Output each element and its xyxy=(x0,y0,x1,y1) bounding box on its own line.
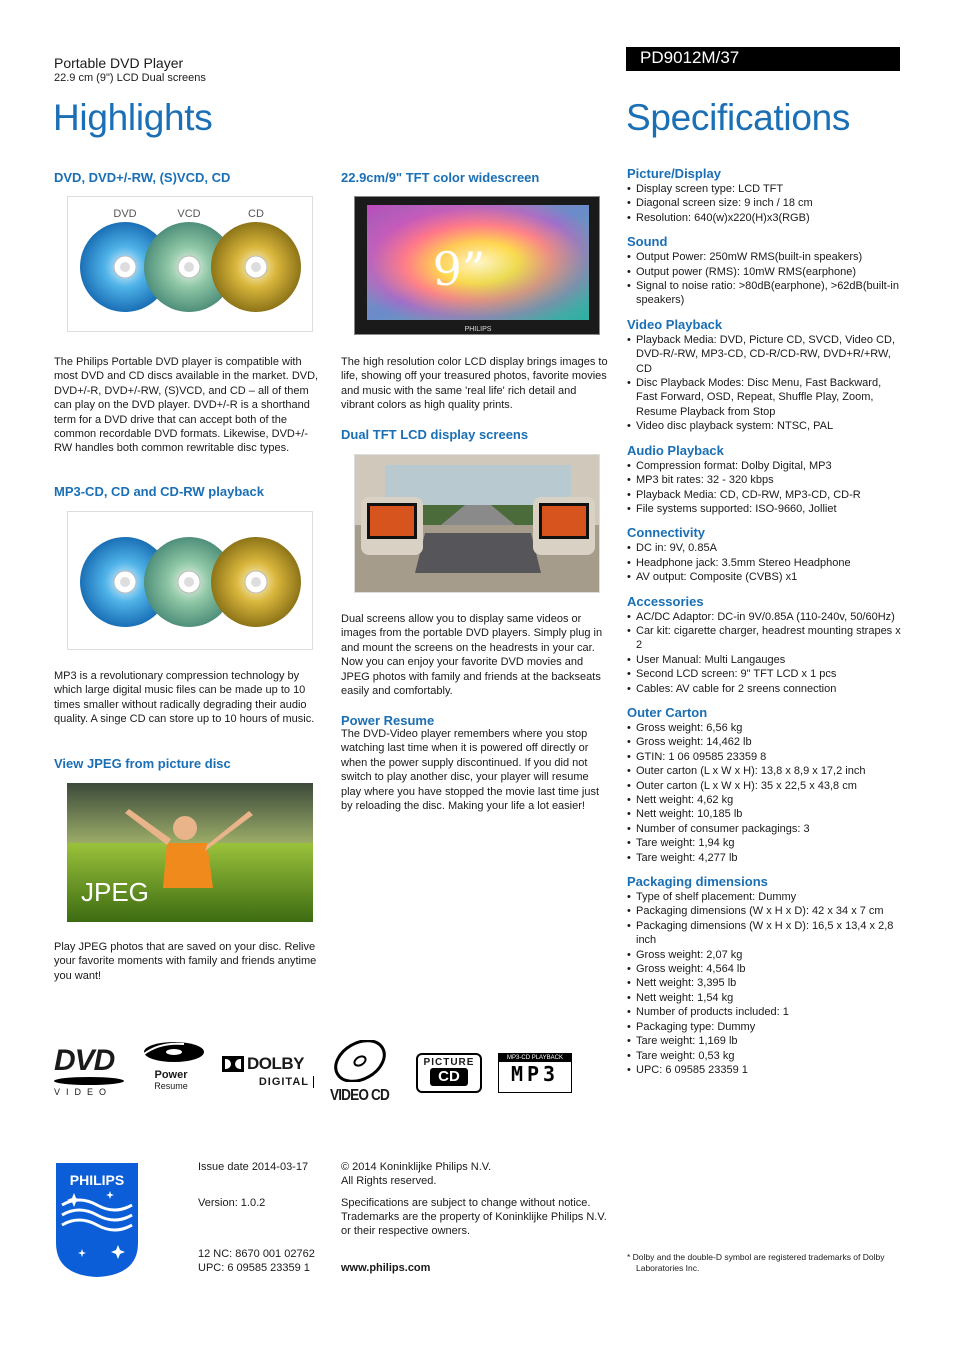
spec-item: • AC/DC Adaptor: DC-in 9V/0.85A (110-240v, 50/60Hz) xyxy=(627,610,902,624)
feature-title-power-resume: Power Resume xyxy=(341,713,435,728)
spec-section-title: Picture/Display xyxy=(627,166,721,181)
dvd-video-logo xyxy=(54,1046,126,1096)
feature-title-disc-compat: DVD, DVD+/-RW, (S)VCD, CD xyxy=(54,170,231,185)
spec-item: • Gross weight: 4,564 lb xyxy=(627,962,902,976)
spec-section-title: Sound xyxy=(627,234,668,250)
disc-label-dvd: DVD xyxy=(113,208,137,220)
screen-size-label: 9” xyxy=(432,242,486,296)
spec-section-list xyxy=(627,459,902,517)
discs-illustration xyxy=(68,197,313,332)
disc-label-vcd: VCD xyxy=(177,208,201,220)
product-name: Portable DVD Player xyxy=(54,55,184,71)
mp3-cd-playback-logo xyxy=(498,1053,572,1093)
spec-section-list xyxy=(627,610,902,696)
spec-item: • UPC: 6 09585 23359 1 xyxy=(627,1063,902,1077)
spec-item: • Packaging dimensions (W x H x D): 16,5 x 13,4 x 2,8 inch xyxy=(627,919,902,948)
spec-section-list xyxy=(627,333,902,434)
mp3-discs-illustration xyxy=(68,512,313,650)
disclaimer: Specifications are subject to change without notice. Trademarks are the property of Koninklijke Philips N.V. or their respective owners. xyxy=(341,1197,607,1238)
spec-item: • Cables: AV cable for 2 sreens connection xyxy=(627,682,902,696)
philips-shield-logo xyxy=(54,1161,140,1279)
spec-item: • Nett weight: 4,62 kg xyxy=(627,793,902,807)
feature-title-jpeg: View JPEG from picture disc xyxy=(54,756,231,771)
spec-item: • Type of shelf placement: Dummy xyxy=(627,890,902,904)
feature-title-widescreen: 22.9cm/9" TFT color widescreen xyxy=(341,170,540,185)
video-cd-disc-icon xyxy=(330,1040,390,1082)
spec-item: • Gross weight: 2,07 kg xyxy=(627,948,902,962)
spec-item: • Compression format: Dolby Digital, MP3 xyxy=(627,459,902,473)
twelve-nc: 12 NC: 8670 001 02762 xyxy=(198,1248,315,1260)
spec-item: • User Manual: Multi Langauges xyxy=(627,653,902,667)
resume-text: Resume xyxy=(154,1081,188,1091)
dolby-text: DOLBY xyxy=(247,1054,304,1073)
widescreen-image xyxy=(354,196,600,335)
discs-image xyxy=(67,196,313,332)
spec-item: • Playback Media: CD, CD-RW, MP3-CD, CD-R xyxy=(627,488,902,502)
spec-section-list xyxy=(627,721,902,865)
dual-screens-image xyxy=(354,454,600,593)
spec-item: • Car kit: cigarette charger, headrest mounting strapes x 2 xyxy=(627,624,902,653)
power-text: Power xyxy=(154,1069,188,1081)
spec-item: • Gross weight: 14,462 lb xyxy=(627,735,902,749)
footer-upc: UPC: 6 09585 23359 1 xyxy=(198,1262,310,1274)
spec-item: • File systems supported: ISO-9660, Jolliet xyxy=(627,502,902,516)
spec-item: • Tare weight: 1,94 kg xyxy=(627,836,902,850)
copyright-line-2: All Rights reserved. xyxy=(341,1175,437,1187)
spec-item: • AV output: Composite (CVBS) x1 xyxy=(627,570,902,584)
spec-item: • Output power (RMS): 10mW RMS(earphone) xyxy=(627,265,902,279)
feature-text-disc-compat: The Philips Portable DVD player is compatible with most DVD and CD discs available in the market. DVD, DVD+/-R, DVD+/-RW, (S)VCD, and CD – all of them can play on the DVD player. DVD+/-R is a shorthand term for a DVD drive that can accept both of the common recordable DVD formats. Likewise, DVD+/-RW handles both common rewritable disc types. xyxy=(54,356,319,455)
spec-item: • Tare weight: 1,169 lb xyxy=(627,1034,902,1048)
spec-section-title: Accessories xyxy=(627,593,704,609)
philips-brand-text: PHILIPS xyxy=(69,1172,125,1188)
philips-shield-icon xyxy=(54,1161,140,1279)
feature-text-jpeg: Play JPEG photos that are saved on your disc. Relive your favorite moments with family and friends anytime you want! xyxy=(54,941,317,982)
model-number: PD9012M/37 xyxy=(626,47,900,71)
spec-section-title: Video Playback xyxy=(627,316,723,332)
power-resume-logo xyxy=(140,1040,208,1090)
spec-section-title: Outer Carton xyxy=(627,704,708,720)
spec-section-title: Packaging dimensions xyxy=(627,874,768,890)
spec-item: • Nett weight: 10,185 lb xyxy=(627,807,902,821)
spec-section-list xyxy=(627,250,902,308)
spec-item: • GTIN: 1 06 09585 23359 8 xyxy=(627,750,902,764)
spec-item: • Disc Playback Modes: Disc Menu, Fast Backward, Fast Forward, OSD, Repeat, Shuffle Play, Zoom, Resume Playback from Stop xyxy=(627,376,902,419)
spec-item: • Nett weight: 1,54 kg xyxy=(627,991,902,1005)
spec-item: • DC in: 9V, 0.85A xyxy=(627,541,902,555)
spec-section-list xyxy=(627,890,902,1077)
feature-text-widescreen: The high resolution color LCD display brings images to life, showing off your treasured photos, favorite movies and music with the same 'real life' rich detail and vibrant colors as high quality prints. xyxy=(341,356,608,412)
dolby-digital-text: DIGITAL xyxy=(222,1076,314,1088)
spec-section-list xyxy=(627,182,902,225)
copyright-line-1: © 2014 Koninklijke Philips N.V. xyxy=(341,1161,492,1173)
spec-item: • Tare weight: 4,277 lb xyxy=(627,851,902,865)
spec-item: • Nett weight: 3,395 lb xyxy=(627,976,902,990)
dolby-digital-logo xyxy=(222,1054,314,1090)
spec-item: • Packaging dimensions (W x H x D): 42 x 34 x 7 cm xyxy=(627,904,902,918)
spec-section-list xyxy=(627,541,902,584)
jpeg-photo-illustration xyxy=(67,783,313,922)
screen-brand-label: PHILIPS xyxy=(464,326,492,333)
dvd-logo-disc-icon xyxy=(54,1077,124,1085)
spec-item: • Display screen type: LCD TFT xyxy=(627,182,902,196)
spec-item: • Number of products included: 1 xyxy=(627,1005,902,1019)
spec-item: • Video disc playback system: NTSC, PAL xyxy=(627,419,902,433)
feature-title-dual-screens: Dual TFT LCD display screens xyxy=(341,427,529,442)
spec-section-title: Audio Playback xyxy=(627,442,724,458)
specifications-list xyxy=(627,166,902,1077)
product-subtitle: 22.9 cm (9") LCD Dual screens xyxy=(54,72,206,84)
spec-item: • Output Power: 250mW RMS(built-in speakers) xyxy=(627,250,902,264)
specifications-title: Specifications xyxy=(626,97,851,138)
picture-text: PICTURE xyxy=(423,1057,475,1068)
mp3-playback-text: MP3-CD PLAYBACK xyxy=(499,1054,571,1062)
website-link[interactable]: www.philips.com xyxy=(341,1262,431,1274)
dolby-trademark-note: * Dolby and the double-D symbol are registered trademarks of Dolby Laboratories Inc. xyxy=(627,1252,885,1273)
picture-cd-logo xyxy=(416,1053,482,1093)
spec-item: • Outer carton (L x W x H): 13,8 x 8,9 x 17,2 inch xyxy=(627,764,902,778)
feature-title-mp3: MP3-CD, CD and CD-RW playback xyxy=(54,484,264,499)
spec-item: • Diagonal screen size: 9 inch / 18 cm xyxy=(627,196,902,210)
jpeg-label: JPEG xyxy=(81,877,149,907)
car-interior-illustration xyxy=(355,455,600,593)
spec-item: • Outer carton (L x W x H): 35 x 22,5 x 43,8 cm xyxy=(627,779,902,793)
double-d-icon xyxy=(222,1056,244,1072)
spec-item: • Headphone jack: 3.5mm Stereo Headphone xyxy=(627,556,902,570)
spec-item: • Tare weight: 0,53 kg xyxy=(627,1049,902,1063)
video-cd-logo xyxy=(330,1040,402,1104)
power-resume-icon xyxy=(140,1040,206,1064)
dvd-logo-text: DVD xyxy=(54,1044,115,1077)
highlights-title: Highlights xyxy=(53,97,213,138)
spec-section-title: Connectivity xyxy=(627,525,706,541)
spec-item: • Playback Media: DVD, Picture CD, SVCD, Video CD, DVD-R/-RW, MP3-CD, CD-R/CD-RW, DVD+R/+RW, CD xyxy=(627,333,902,376)
feature-text-power-resume: The DVD-Video player remembers where you stop watching last time when it is powered off directly or when the power supply discontinued. If you did not switch to play another disc, your player will resume play where you have stopped the movie last time just by reloading the disc. Making your life a lot easier! xyxy=(341,728,600,813)
mp3-discs-image xyxy=(67,511,313,650)
spec-item: • Packaging type: Dummy xyxy=(627,1020,902,1034)
mp3-text: MP3 xyxy=(510,1062,560,1086)
feature-text-dual-screens: Dual screens allow you to display same videos or images from the portable DVD players. Simply plug in and mount the screens on the headrests in your car. Now you can enjoy your favorite DVD movies and JPEG photos with family and friends at the backseats easily and comfortably. xyxy=(341,613,603,698)
dvd-video-text: VIDEO xyxy=(54,1087,113,1097)
widescreen-illustration xyxy=(355,197,601,336)
video-cd-text: VIDEO CD xyxy=(330,1087,389,1104)
version: Version: 1.0.2 xyxy=(198,1197,266,1209)
picture-cd-text: CD xyxy=(430,1068,468,1086)
spec-item: • Signal to noise ratio: >80dB(earphone), >62dB(built-in speakers) xyxy=(627,279,902,308)
spec-item: • Number of consumer packagings: 3 xyxy=(627,822,902,836)
spec-item: • MP3 bit rates: 32 - 320 kbps xyxy=(627,473,902,487)
spec-item: • Second LCD screen: 9" TFT LCD x 1 pcs xyxy=(627,667,902,681)
jpeg-photo-image xyxy=(67,783,313,922)
spec-item: • Resolution: 640(w)x220(H)x3(RGB) xyxy=(627,211,902,225)
disc-label-cd: CD xyxy=(248,208,264,220)
spec-item: • Gross weight: 6,56 kg xyxy=(627,721,902,735)
issue-date: Issue date 2014-03-17 xyxy=(198,1161,309,1173)
feature-text-mp3: MP3 is a revolutionary compression technology by which large digital music files can be made up to 10 times smaller without radically degrading their audio quality. A singe CD can store up to 10 hours of music. xyxy=(54,670,315,726)
